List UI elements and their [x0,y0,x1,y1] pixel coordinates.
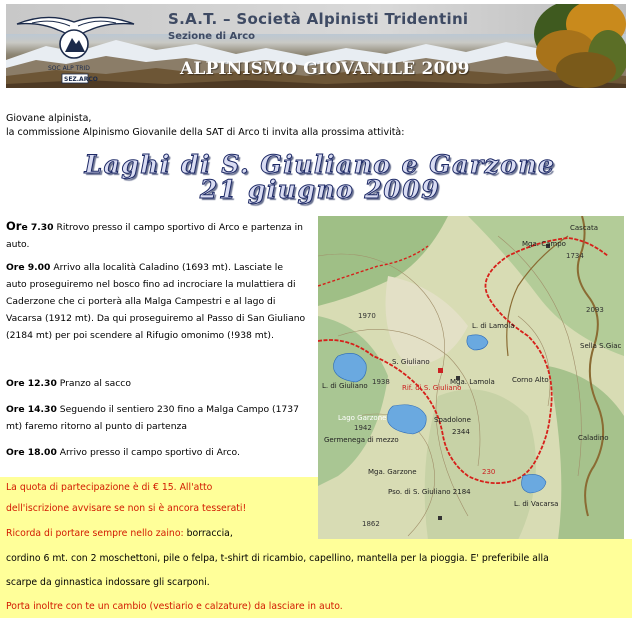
map-label: Sella S.Giac [580,342,622,350]
map-label: Caladino [578,434,609,442]
map-label: Corno Alto [512,376,549,384]
map-label: 1970 [358,312,376,320]
schedule-time: Ore 9.00 [6,262,51,273]
map-label: 2093 [586,306,604,314]
section-name: Sezione di Arco [168,31,256,42]
schedule-time: Ore 7.30 [6,219,54,233]
schedule-time: Ore 12.30 [6,378,57,389]
map-label: Spadolone [434,416,471,424]
map-label: Rif. di S. Giuliano [402,384,462,392]
map-label: 2344 [452,428,470,436]
schedule-item [6,218,306,253]
map-label: Mga. Garzone [368,468,417,476]
trail-map-image [318,216,624,540]
map-label: S. Giuliano [392,358,430,366]
schedule-item [6,401,306,435]
event-title-line1: Laghi di S. Giuliano e Garzone [84,150,556,179]
ricorda-label: Ricorda di portare sempre nello zaino: [6,528,184,539]
ricorda-line-3: scarpe da ginnastica indossare gli scarponi. [6,577,210,588]
ricorda-line-2: cordino 6 mt. con 2 moschettoni, pile o felpa, t-shirt di ricambio, capellino, mantella per la pioggia. E' preferibile alla [6,553,549,564]
map-label: L. di Giuliano [322,382,368,390]
map-label: Mga. Campo [522,240,566,248]
schedule-item [6,375,306,392]
ricorda-items: borraccia, [183,528,233,539]
event-date: 21 giugno 2009 [199,175,441,204]
schedule-time: Ore 14.30 [6,404,57,415]
quota-line-2: dell'iscrizione avvisare se non si è ancora tesserati! [6,503,247,514]
schedule-text: Pranzo al sacco [56,378,131,389]
map-label: Cascata [570,224,598,232]
map-label: 1942 [354,424,372,432]
map-label: Pso. di S. Giuliano 2184 [388,488,471,496]
larch-tree [516,4,626,88]
quota-line-1: La quota di partecipazione è di € 15. All'atto [6,482,213,493]
map-label: 230 [482,468,496,476]
ricorda-line-1 [6,526,233,542]
map-label: 1938 [372,378,390,386]
map-label: 1862 [362,520,380,528]
map-label: L. di Vacarsa [514,500,559,508]
map-label: Lago Garzone [338,414,387,422]
map-label: 1734 [566,252,584,260]
intro-text [6,112,626,140]
organization-name: S.A.T. – Società Alpinisti Tridentini [168,10,469,28]
logo-center-text: SEZ.ARCO [64,76,98,83]
event-title [0,152,640,202]
map-label: L. di Lamola [472,322,515,330]
schedule-text: Arrivo alla località Caladino (1693 mt). Lasciate le auto proseguiremo nel bosco fino ad incrociare la mulattiera di Caderzone che ci porterà alla Malga Campestri e al lago di Vacarsa (1912 mt). Da qui proseguiremo al Passo di San Giuliano (2184 mt) per poi scendere al Rifugio omonimo (!938 mt). [6,262,306,341]
schedule-item [6,259,306,344]
trail-map [318,216,624,540]
greeting: Giovane alpinista, [6,113,92,124]
sat-logo [12,8,142,88]
schedule-time: Ore 18.00 [6,447,57,458]
schedule-text: Ritrovo presso il campo sportivo di Arco e partenza in auto. [6,222,303,250]
schedule-item [6,444,306,461]
cambio-line: Porta inoltre con te un cambio (vestiario e calzature) da lasciare in auto. [6,601,343,612]
map-label: Mga. Lamola [450,378,495,386]
schedule-text: Seguendo il sentiero 230 fino a Malga Campo (1737 mt) faremo ritorno al punto di partenza [6,404,299,432]
program-heading: ALPINISMO GIOVANILE 2009 [180,59,470,79]
invitation: la commissione Alpinismo Giovanile della SAT di Arco ti invita alla prossima attività: [6,127,405,138]
map-label: Germenega di mezzo [324,436,399,444]
schedule-text: Arrivo presso il campo sportivo di Arco. [56,447,240,458]
header-banner [6,4,626,88]
logo-top-text: SOC ALP TRID [48,65,90,72]
